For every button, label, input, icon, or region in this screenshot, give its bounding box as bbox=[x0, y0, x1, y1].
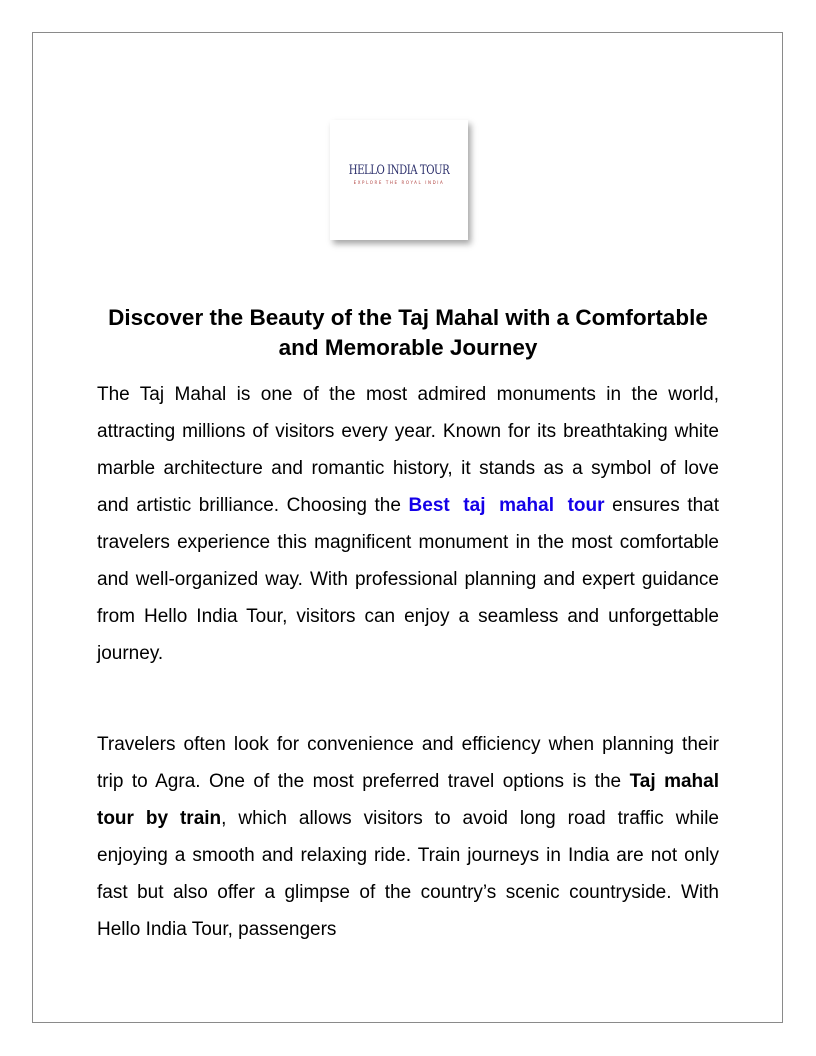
paragraph-intro-text-start: The Taj Mahal is one of the most admired monuments in the world, attracting millions of visitors every year. Known for its breathtaking white marble architecture and romantic history, it stands as a symbol of love and artistic brilliance. Choosing the bbox=[97, 384, 719, 516]
best-taj-mahal-tour-link[interactable]: Best taj mahal tour bbox=[408, 495, 605, 516]
logo-brand: HELLO INDIA TOUR bbox=[348, 163, 450, 178]
taj-mahal-tour-by-train-text: Taj mahal tour by train bbox=[97, 771, 719, 829]
page-title: Discover the Beauty of the Taj Mahal with a Comfortable and Memorable Journey bbox=[108, 305, 708, 360]
paragraph-train bbox=[97, 726, 719, 948]
logo bbox=[330, 120, 468, 240]
paragraph-intro bbox=[97, 376, 719, 672]
paragraph-train-text-end: , which allows visitors to avoid long road traffic while enjoying a smooth and relaxing ride. Train journeys in India are not only fast but also offer a glimpse of the country’s scenic countryside. With Hello India Tour, passengers bbox=[97, 808, 719, 940]
logo-tagline: EXPLORE THE ROYAL INDIA bbox=[353, 180, 445, 185]
paragraph-train-text-start: Travelers often look for convenience and efficiency when planning their trip to Agra. One of the most preferred travel options is the bbox=[97, 734, 719, 792]
paragraph-intro-text-end: ensures that travelers experience this magnificent monument in the most comfortable and well-organized way. With professional planning and expert guidance from Hello India Tour, visitors can enjoy a seamless and unforgettable journey. bbox=[97, 495, 720, 664]
